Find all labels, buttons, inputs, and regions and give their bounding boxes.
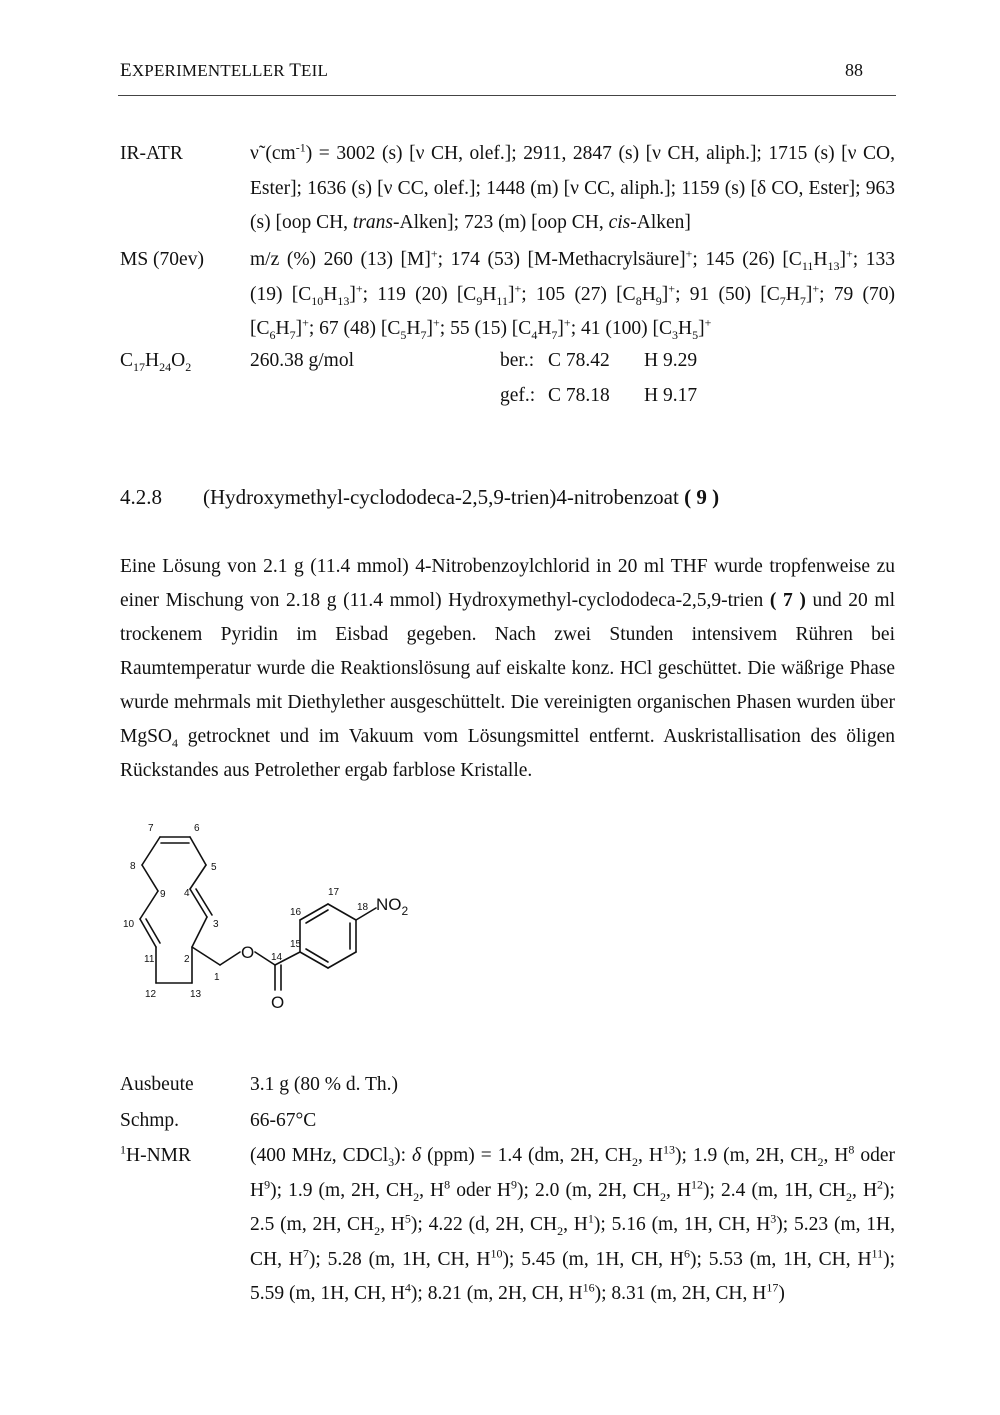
ms-text: ] xyxy=(349,283,356,305)
nmr-sup: 4 xyxy=(404,1280,411,1295)
chemical-structure xyxy=(110,815,440,1035)
atom-number: 2 xyxy=(184,954,190,965)
atom-count-sub: 6 xyxy=(269,327,276,342)
nmr-text: ); 2.5 (m, 2H, CH xyxy=(250,1179,895,1235)
ms-text: H xyxy=(482,283,497,305)
ms-text: ; 41 (100) [C xyxy=(570,318,672,339)
atom-number: 17 xyxy=(328,887,340,898)
charge-sup: + xyxy=(430,246,438,261)
ms-label: MS (70ev) xyxy=(120,249,204,270)
atom-count-sub: 8 xyxy=(635,293,642,308)
nmr-text: ) xyxy=(778,1283,785,1304)
ms-text: ; 119 (20) [C xyxy=(362,283,477,305)
ms-value xyxy=(250,243,895,347)
atom-number: 9 xyxy=(160,889,166,900)
ms-text: ] xyxy=(557,318,564,339)
charge-sup: + xyxy=(302,315,309,330)
found-h: H 9.17 xyxy=(644,385,698,406)
charge-sup: + xyxy=(355,281,363,295)
ms-text: ; 67 (48) [C xyxy=(308,318,401,339)
procedure-sub: 4 xyxy=(172,735,179,750)
nmr-sub: 2 xyxy=(632,1154,639,1169)
nmr-sup: 8 xyxy=(848,1142,855,1157)
nitro-sub: 2 xyxy=(401,904,409,918)
nmr-text: ); 5.59 (m, 1H, CH, H xyxy=(250,1248,896,1304)
header-rule xyxy=(118,95,896,96)
atom-count-sub: 7 xyxy=(420,327,427,342)
nmr-text: (ppm) = 1.4 (dm, 2H, CH xyxy=(421,1145,633,1166)
header-cap: E xyxy=(120,60,132,81)
nitro-group xyxy=(376,895,409,918)
atom-count-sub: 11 xyxy=(496,293,508,308)
ms-text: ; 145 (26) [C xyxy=(692,249,802,270)
nmr-sup: 2 xyxy=(877,1177,884,1191)
atom-count-sub: 5 xyxy=(692,327,699,342)
nmr-sup: 8 xyxy=(444,1177,451,1191)
nmr-sup: 9 xyxy=(264,1177,271,1191)
ms-text: ; 55 (15) [C xyxy=(439,318,532,339)
charge-sup: + xyxy=(704,315,712,330)
atom-number: 3 xyxy=(213,919,219,930)
formula-sub: 2 xyxy=(185,359,192,374)
ms-text: ] xyxy=(839,249,846,270)
ms-text: H xyxy=(275,318,290,339)
nmr-label-sup: 1 xyxy=(120,1142,126,1157)
ir-unit: (cm xyxy=(258,143,296,164)
ms-text: H xyxy=(785,283,800,305)
atom-number: 5 xyxy=(211,862,217,873)
nmr-text: oder H xyxy=(450,1179,512,1201)
nitro-label: NO xyxy=(376,895,402,914)
yield-value: 3.1 g (80 % d. Th.) xyxy=(250,1074,399,1095)
formula-h: H xyxy=(145,350,160,371)
ms-text: ] xyxy=(698,318,705,339)
ir-row xyxy=(120,137,895,242)
atom-count-sub: 5 xyxy=(400,327,407,342)
nmr-sup: 9 xyxy=(511,1177,518,1191)
nmr-text: ): xyxy=(394,1145,413,1166)
atom-number: 12 xyxy=(145,989,157,1000)
yield-label: Ausbeute xyxy=(120,1074,194,1095)
ms-text: ; 174 (53) [M-Methacrylsäure] xyxy=(437,249,686,270)
ms-text: ] xyxy=(661,283,669,305)
atom-count-sub: 11 xyxy=(801,258,814,273)
ir-label: IR-ATR xyxy=(120,143,183,164)
atom-number: 18 xyxy=(357,902,369,913)
nmr-sup: 12 xyxy=(691,1177,704,1191)
atom-count-sub: 9 xyxy=(655,293,662,308)
running-header xyxy=(120,60,328,82)
header-text: XPERIMENTELLER xyxy=(131,61,285,80)
nmr-value xyxy=(250,1139,895,1312)
nmr-sup: 16 xyxy=(582,1280,595,1295)
formula-c: C xyxy=(120,350,134,371)
mp-label: Schmp. xyxy=(120,1110,180,1131)
nmr-text: ); 2.0 (m, 2H, CH xyxy=(517,1179,660,1201)
atom-number: 10 xyxy=(123,919,135,930)
ir-text: ) = 3002 (s) [ν CH, olef.]; 2911, 2847 (s) [ν CH, aliph.]; 1715 (s) [ν CO, Ester]; 1636 (s) [ν CC, olef.]; 1448 (m) [ν CC, aliph.]; 1159 (s) [δ CO, Ester]; 963 (s) [oop CH, xyxy=(250,143,895,233)
procedure-text: Eine Lösung von 2.1 g (11.4 mmol) 4-Nitrobenzoylchlorid in 20 ml THF wurde tropfenweise zu einer Mischung von 2.18 g (11.4 mmol) Hydroxymethyl-cyclododeca-2,5,9-trien xyxy=(120,556,895,611)
ir-trans: trans xyxy=(352,212,394,233)
ms-text: ; 133 (19) [C xyxy=(250,249,896,305)
calc-h: H 9.29 xyxy=(644,350,698,371)
ms-text: H xyxy=(406,318,421,339)
nmr-text: , H xyxy=(665,1179,692,1201)
compound-number: ( 9 ) xyxy=(684,485,720,509)
molecular-formula xyxy=(120,350,191,372)
atom-count-sub: 10 xyxy=(311,293,324,308)
ms-text: ; 79 (70) [C xyxy=(250,283,896,339)
atom-number: 11 xyxy=(144,954,155,965)
nmr-text: , H xyxy=(638,1145,663,1166)
ir-cis: cis xyxy=(608,212,631,233)
delta-symbol: δ xyxy=(412,1145,422,1166)
calc-label: ber.: xyxy=(500,350,535,371)
calc-c: C 78.42 xyxy=(548,350,610,371)
nmr-sup: 6 xyxy=(683,1246,690,1260)
nmr-text: ); 4.22 (d, 2H, CH xyxy=(410,1214,558,1235)
nmr-sub: 2 xyxy=(846,1189,852,1204)
atom-number: 8 xyxy=(130,861,136,872)
ms-text: ] xyxy=(507,283,515,305)
atom-count-sub: 9 xyxy=(476,293,483,308)
nmr-sub: 2 xyxy=(374,1223,381,1238)
charge-sup: + xyxy=(685,246,693,261)
procedure-text: getrocknet und im Vakuum vom Lösungsmittel entfernt. Auskristallisation des öligen Rückstandes aus Petrolether ergab farblose Kristalle. xyxy=(120,726,895,781)
ms-text: H xyxy=(813,249,828,270)
ms-text: H xyxy=(641,283,656,305)
nmr-text: , H xyxy=(823,1145,849,1166)
nmr-text: , H xyxy=(852,1179,878,1201)
nmr-sup: 7 xyxy=(302,1246,309,1260)
nmr-text: oder H xyxy=(250,1145,895,1201)
atom-number: 16 xyxy=(290,907,302,918)
nmr-text: , H xyxy=(380,1214,405,1235)
atom-count-sub: 13 xyxy=(337,293,350,308)
nmr-sup: 13 xyxy=(662,1142,675,1157)
formula-o: O xyxy=(171,350,186,371)
atom-number: 15 xyxy=(290,939,302,950)
mp-row xyxy=(120,1104,895,1139)
atom-count-sub: 13 xyxy=(827,258,840,273)
nmr-sub: 2 xyxy=(557,1223,564,1238)
page-number: 88 xyxy=(845,60,863,80)
nmr-text: ); 2.4 (m, 1H, CH xyxy=(703,1179,846,1201)
found-label: gef.: xyxy=(500,385,536,406)
atom-number: 1 xyxy=(214,972,220,983)
formula-sub: 17 xyxy=(133,359,146,374)
ms-text: ] xyxy=(426,318,433,339)
procedure-paragraph xyxy=(120,550,895,788)
nmr-sub: 2 xyxy=(659,1189,666,1204)
nmr-sup: 17 xyxy=(766,1280,779,1295)
atom-number: 14 xyxy=(271,952,283,963)
atom-number: 4 xyxy=(184,888,190,899)
header-cap: T xyxy=(289,60,302,81)
molar-mass: 260.38 g/mol xyxy=(250,350,355,371)
charge-sup: + xyxy=(514,281,522,295)
nmr-text: ); 5.45 (m, 1H, CH, H xyxy=(502,1248,684,1270)
charge-sup: + xyxy=(812,281,820,295)
nmr-label xyxy=(120,1139,245,1174)
nmr-text: (400 MHz, CDCl xyxy=(250,1145,389,1166)
nmr-sup: 3 xyxy=(770,1211,777,1226)
ir-value xyxy=(250,137,895,241)
atom-count-sub: 3 xyxy=(671,327,678,342)
ms-text: ; 105 (27) [C xyxy=(521,283,636,305)
yield-row xyxy=(120,1068,895,1103)
nmr-sub: 2 xyxy=(413,1189,420,1204)
nmr-sub: 2 xyxy=(817,1154,824,1169)
nmr-text: ); 5.23 (m, 1H, CH, H xyxy=(250,1214,896,1270)
ir-text: -Alken] xyxy=(630,212,691,233)
nmr-text: ); 8.21 (m, 2H, CH, H xyxy=(410,1283,583,1304)
section-title xyxy=(203,485,719,510)
nmr-sup: 10 xyxy=(490,1246,503,1260)
nmr-text: , H xyxy=(563,1214,588,1235)
section-title-text: (Hydroxymethyl-cyclododeca-2,5,9-trien)4-nitrobenzoat xyxy=(203,485,685,509)
wavenumber-symbol: ν̃ xyxy=(250,143,259,164)
ms-text: ] xyxy=(805,283,813,305)
section-number: 4.2.8 xyxy=(120,485,162,509)
atom-number: 7 xyxy=(148,823,154,834)
ms-text: ; 91 (50) [C xyxy=(675,283,780,305)
ms-text: ] xyxy=(295,318,303,339)
nmr-row xyxy=(120,1139,895,1319)
atom-number: 13 xyxy=(190,989,202,1000)
nmr-text: , H xyxy=(419,1179,445,1201)
atom-count-sub: 7 xyxy=(779,293,786,308)
ms-text: H xyxy=(323,283,338,305)
nmr-sup: 1 xyxy=(587,1211,594,1226)
ester-oxygen: O xyxy=(241,943,255,962)
found-c: C 78.18 xyxy=(548,385,610,406)
nmr-text: ); 5.16 (m, 1H, CH, H xyxy=(593,1214,771,1235)
nmr-text: ); 1.9 (m, 2H, CH xyxy=(674,1145,818,1166)
ms-text: H xyxy=(537,318,552,339)
ms-text: H xyxy=(677,318,693,339)
ir-unit-exp: -1 xyxy=(295,140,306,155)
mp-value: 66-67°C xyxy=(250,1110,317,1131)
atom-count-sub: 7 xyxy=(799,293,806,308)
nmr-sup: 11 xyxy=(871,1246,884,1260)
nmr-text: ); 1.9 (m, 2H, CH xyxy=(270,1179,414,1201)
charge-sup: + xyxy=(563,315,571,330)
atom-count-sub: 7 xyxy=(289,327,296,342)
nmr-text: ); 5.28 (m, 1H, CH, H xyxy=(308,1248,491,1270)
nmr-text: ); 8.31 (m, 2H, CH, H xyxy=(594,1283,767,1304)
atom-number: 6 xyxy=(194,823,200,834)
ms-row xyxy=(120,243,895,348)
atom-count-sub: 7 xyxy=(551,327,558,342)
compound-ref: ( 7 ) xyxy=(769,590,806,611)
ms-text: m/z (%) 260 (13) [M] xyxy=(250,249,431,270)
formula-sub: 24 xyxy=(159,359,172,374)
carbonyl-oxygen: O xyxy=(271,993,285,1012)
charge-sup: + xyxy=(845,246,853,261)
nmr-text: ); 5.53 (m, 1H, CH, H xyxy=(689,1248,872,1270)
header-text: EIL xyxy=(301,61,329,80)
nmr-sub: 3 xyxy=(388,1154,395,1169)
nmr-label-text: H-NMR xyxy=(126,1145,192,1166)
ir-text: -Alken]; 723 (m) [oop CH, xyxy=(393,212,609,233)
nmr-sup: 5 xyxy=(404,1211,411,1226)
charge-sup: + xyxy=(668,281,676,295)
charge-sup: + xyxy=(433,315,440,330)
procedure-text: und 20 ml trockenem Pyridin im Eisbad gegeben. Nach zwei Stunden intensivem Rühren bei Raumtemperatur wurde die Reaktionslösung auf eiskalte konz. HCl geschüttet. Die wäßrige Phase wurde mehrmals mit Diethylether ausgeschüttelt. Die vereinigten organischen Phasen wurden über MgSO xyxy=(120,590,895,747)
atom-count-sub: 4 xyxy=(531,327,538,342)
